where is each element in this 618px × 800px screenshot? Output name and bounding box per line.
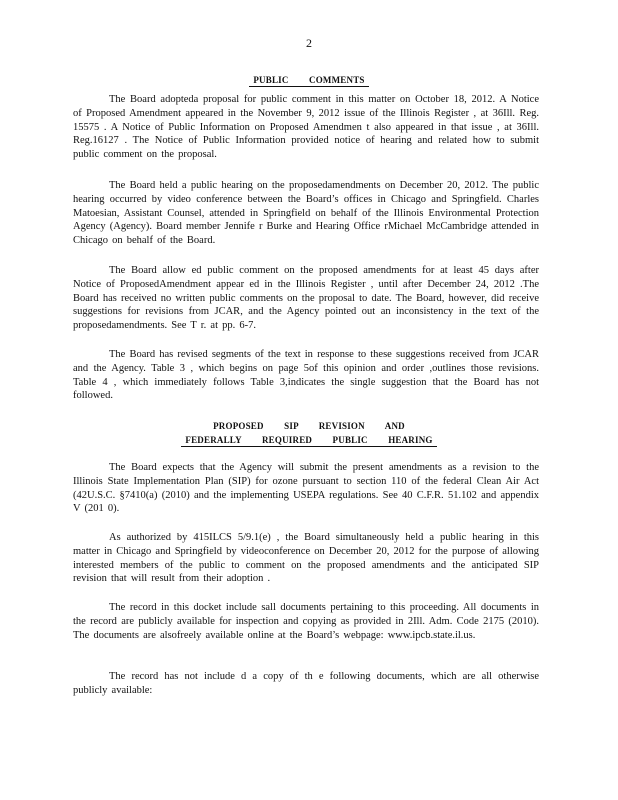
section-heading-sip-line2 xyxy=(0,435,618,447)
paragraph-record-exclusions: The record has not include d a copy of th e following documents, which are all otherwise publicly available: xyxy=(73,671,539,696)
page-number: 2 xyxy=(306,36,312,50)
heading-text: PROPOSED SIP REVISION AND xyxy=(213,421,405,431)
paragraph-sip-revision: The Board expects that the Agency will submit the present amendments as a revision to the Illinois State Implementation Plan (SIP) for ozone pursuant to section 110 of the federal Clean Air Act (42U.S.C. §7410(a) (2010) and the implementing USEPA regulations. See 40 C.F.R. 51.102 and appendix V (201 0). xyxy=(73,462,539,515)
paragraph-record-availability: The record in this docket include sall documents pertaining to this proceeding. All documents in the record are publicly available for inspection and copying as provided in 2Ill. Adm. Code 2175 (2010). The documents are alsofreely available online at the Board’s webpage: www.ipcb.state.il.us. xyxy=(73,602,539,641)
section-heading-sip-line1 xyxy=(0,421,618,432)
paragraph-public-comment-period: The Board allow ed public comment on the proposed amendments for at least 45 days after Notice of ProposedAmendment appear ed in the Illinois Register , until after December 24, 2012 .The Board has received no written public comments on the proposal to date. The Board, however, did receive suggestions for revisions from JCAR, and the Agency pointed out an inconsistency in the text of the proposedamendments. See T r. at pp. 6-7. xyxy=(73,265,539,332)
section-heading-public-comments xyxy=(0,75,618,87)
heading-text: PUBLIC COMMENTS xyxy=(249,75,368,87)
heading-text: FEDERALLY REQUIRED PUBLIC HEARING xyxy=(181,435,436,447)
paragraph-proposal-notice: The Board adopteda proposal for public comment in this matter on October 18, 2012. A Notice of Proposed Amendment appeared in the November 9, 2012 issue of the Illinois Register , at 36Ill. Reg. 15575 . A Notice of Public Information on Proposed Amendmen t also appeared in that issue , at 36Ill. Reg.16127 . The Notice of Public Information provided notice of hearing and related how to submit public comment on the proposal. xyxy=(73,94,539,161)
paragraph-public-hearing: The Board held a public hearing on the proposedamendments on December 20, 2012. The public hearing occurred by video conference between the Board’s offices in Chicago and Springfield. Charles Matoesian, Assistant Counsel, attended in Springfield on behalf of the Illinois Environmental Protection Agency (Agency). Board member Jennife r Burke and Hearing Office rMichael McCambridge attended in Chicago on behalf of the Board. xyxy=(73,180,539,247)
paragraph-revisions: The Board has revised segments of the text in response to these suggestions received from JCAR and the Agency. Table 3 , which begins on page 5of this opinion and order ,outlines those revisions. Table 4 , which immediately follows Table 3,indicates the single suggestion that the Board has not followed. xyxy=(73,349,539,402)
paragraph-authorized-hearing: As authorized by 415ILCS 5/9.1(e) , the Board simultaneously held a public hearing in this matter in Chicago and Springfield by videoconference on December 20, 2012 for the purpose of allowing interested members of the public to comment on the proposed amendments and the anticipated SIP revision that will result from their adoption . xyxy=(73,532,539,585)
